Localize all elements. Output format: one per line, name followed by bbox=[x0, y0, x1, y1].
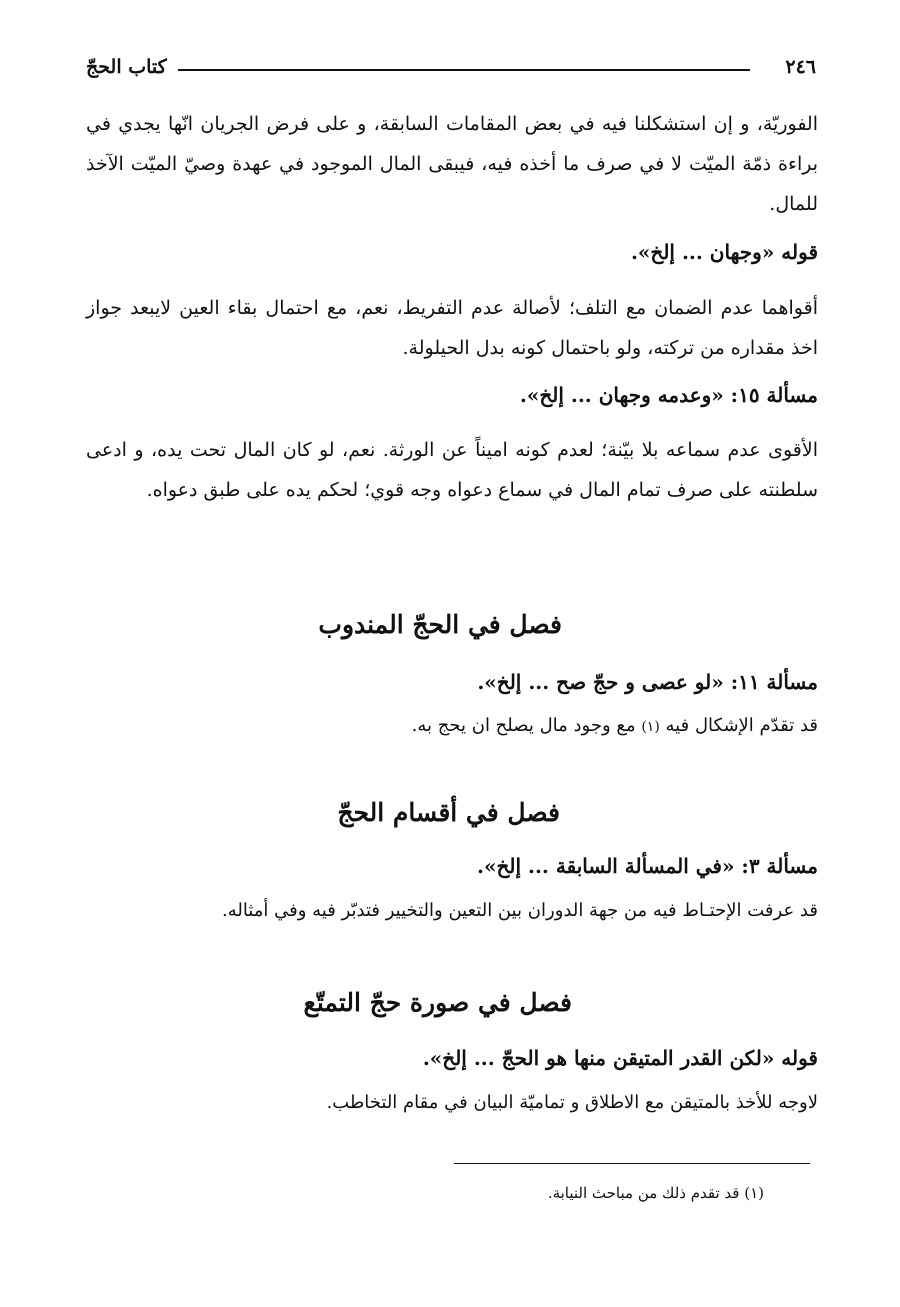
paragraph-continuation: الفوريّة، و إن استشكلنا فيه في بعض المقامات السابقة، و على فرض الجريان انّها يجدي في براءة ذمّة الميّت لا في صرف ما أخذه فيه، فيبقى المال الموجود في عهدة وصيّ الميّت الآخذ للمال. bbox=[86, 113, 818, 215]
header-rule bbox=[178, 69, 750, 71]
paragraph-3: الأقوى عدم سماعه بلا بيّنة؛ لعدم كونه اميناً عن الورثة. نعم، لو كان المال تحت يده، و ادعى سلطنته على صرف تمام المال في سماع دعواه وجه قوي؛ لحكم يده على طبق دعواه. bbox=[86, 439, 818, 501]
paragraph-2: أقواهما عدم الضمان مع التلف؛ لأصالة عدم التفريط، نعم، مع احتمال بقاء العين لايبعد جواز اخذ مقداره من تركته، ولو باحتمال كونه بدل الحيلولة. bbox=[86, 297, 818, 359]
quote-heading-2: قوله «لكن القدر المتيقن منها هو الحجّ ... إلخ». bbox=[422, 1046, 818, 1070]
paragraph-4-text-after: مع وجود مال يصلح ان يحج به. bbox=[411, 715, 636, 736]
issue-15-heading: مسألة ١٥: «وعدمه وجهان ... إلخ». bbox=[519, 383, 818, 407]
issue-11-heading: مسألة ١١: «لو عصى و حجّ صح ... إلخ». bbox=[477, 670, 818, 694]
quote-heading-1: قوله «وجهان ... إلخ». bbox=[630, 240, 818, 264]
paragraph-6: لاوجه للأخذ بالمتيقن مع الاطلاق و تماميّة البيان في مقام التخاطب. bbox=[326, 1092, 818, 1113]
footnote-reference: (١) bbox=[641, 719, 660, 735]
page-number: ٢٤٦ bbox=[785, 56, 816, 78]
footnote: (١) قد تقدم ذلك من مباحث النيابة. bbox=[547, 1184, 764, 1202]
paragraph-4-text: قد تقدّم الإشكال فيه bbox=[665, 715, 818, 736]
section-title-recommended-hajj: فصل في الحجّ المندوب bbox=[318, 610, 562, 639]
book-title: كتاب الحجّ bbox=[86, 56, 167, 78]
paragraph-4 bbox=[412, 715, 818, 736]
section-title-types-of-hajj: فصل في أقسام الحجّ bbox=[337, 798, 560, 827]
paragraph-5: قد عرفت الإحتـاط فيه من جهة الدوران بين التعين والتخيير فتدبّر فيه وفي أمثاله. bbox=[222, 900, 818, 921]
running-head bbox=[86, 52, 816, 88]
section-title-tamattu-form: فصل في صورة حجّ التمتّع bbox=[303, 988, 572, 1017]
issue-3-heading: مسألة ٣: «في المسألة السابقة ... إلخ». bbox=[477, 854, 818, 878]
footnote-rule bbox=[454, 1163, 810, 1164]
